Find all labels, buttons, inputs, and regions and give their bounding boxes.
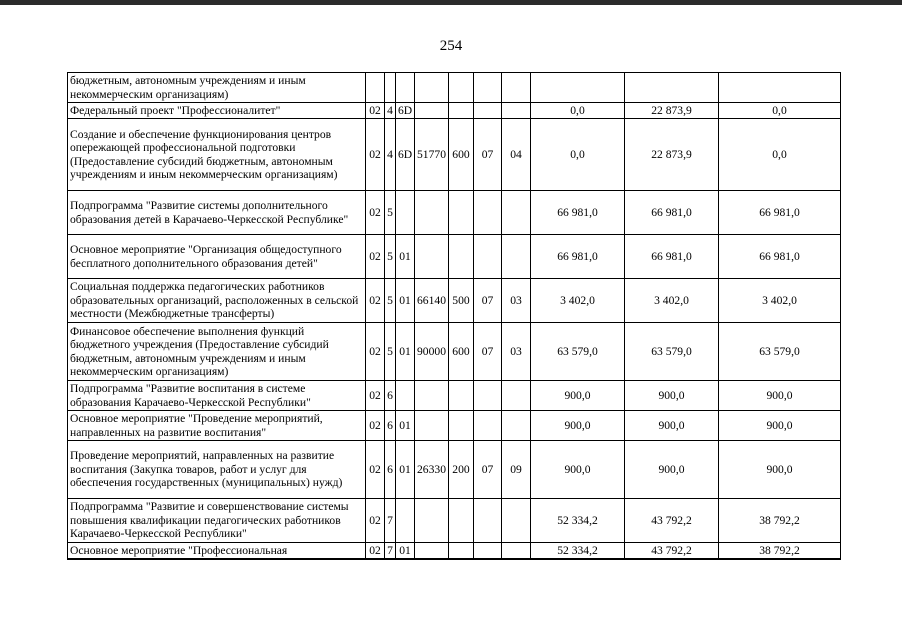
cell-v2: 22 873,9 xyxy=(625,103,719,119)
cell-v2: 900,0 xyxy=(625,411,719,441)
cell-v1: 900,0 xyxy=(531,441,625,499)
cell-v3: 63 579,0 xyxy=(719,323,841,381)
cell-gp: 02 xyxy=(366,119,385,191)
cell-v3: 900,0 xyxy=(719,381,841,411)
cell-pr xyxy=(502,543,531,559)
table-row xyxy=(68,235,841,279)
cell-pp: 6 xyxy=(385,381,396,411)
cell-gp: 02 xyxy=(366,411,385,441)
cell-rz: 07 xyxy=(474,119,502,191)
cell-pr xyxy=(502,103,531,119)
cell-name: Основное мероприятие "Проведение мероприятий, направленных на развитие воспитания" xyxy=(68,411,366,441)
table-row xyxy=(68,103,841,119)
cell-v3: 66 981,0 xyxy=(719,235,841,279)
cell-pr: 03 xyxy=(502,279,531,323)
cell-v2: 66 981,0 xyxy=(625,191,719,235)
table-row xyxy=(68,279,841,323)
cell-vr xyxy=(449,191,474,235)
cell-dir: 51770 xyxy=(415,119,449,191)
cell-gp: 02 xyxy=(366,381,385,411)
cell-om xyxy=(396,191,415,235)
cell-v1: 66 981,0 xyxy=(531,191,625,235)
cell-name: Федеральный проект "Профессионалитет" xyxy=(68,103,366,119)
cell-rz xyxy=(474,235,502,279)
cell-v1: 66 981,0 xyxy=(531,235,625,279)
cell-pr: 04 xyxy=(502,119,531,191)
page-number: 254 xyxy=(439,38,463,54)
cell-name: Социальная поддержка педагогических работников образовательных организаций, расположенных в сельской местности (Межбюджетные трансферты) xyxy=(68,279,366,323)
cell-om xyxy=(396,73,415,103)
cell-pp: 5 xyxy=(385,191,396,235)
cell-dir xyxy=(415,411,449,441)
cell-pp: 6 xyxy=(385,411,396,441)
cell-om: 01 xyxy=(396,279,415,323)
table-row xyxy=(68,543,841,559)
cell-v1: 0,0 xyxy=(531,103,625,119)
cell-gp: 02 xyxy=(366,279,385,323)
cell-vr xyxy=(449,381,474,411)
cell-pp: 4 xyxy=(385,119,396,191)
cell-dir xyxy=(415,381,449,411)
cell-v1: 900,0 xyxy=(531,381,625,411)
cell-pr xyxy=(502,411,531,441)
cell-vr xyxy=(449,235,474,279)
cell-name: Основное мероприятие "Организация общедоступного бесплатного дополнительного образования детей" xyxy=(68,235,366,279)
cell-vr xyxy=(449,103,474,119)
cell-dir: 90000 xyxy=(415,323,449,381)
cell-dir xyxy=(415,103,449,119)
cell-v3: 900,0 xyxy=(719,411,841,441)
cell-vr: 600 xyxy=(449,119,474,191)
cell-name: Финансовое обеспечение выполнения функций бюджетного учреждения (Предоставление субсидий бюджетным, автономным учреждениям и иным некоммерческим организациям) xyxy=(68,323,366,381)
cell-rz xyxy=(474,191,502,235)
table-row xyxy=(68,119,841,191)
cell-gp: 02 xyxy=(366,323,385,381)
cell-gp: 02 xyxy=(366,441,385,499)
cell-pp: 4 xyxy=(385,103,396,119)
cell-name: бюджетным, автономным учреждениям и иным некоммерческим организациям) xyxy=(68,73,366,103)
cell-om: 01 xyxy=(396,441,415,499)
cell-rz: 07 xyxy=(474,279,502,323)
cell-vr: 200 xyxy=(449,441,474,499)
cell-dir: 66140 xyxy=(415,279,449,323)
cell-om xyxy=(396,499,415,543)
table-row xyxy=(68,441,841,499)
cell-rz: 07 xyxy=(474,323,502,381)
cell-v2: 66 981,0 xyxy=(625,235,719,279)
cell-v1: 52 334,2 xyxy=(531,499,625,543)
cell-v1: 52 334,2 xyxy=(531,543,625,559)
cell-dir: 26330 xyxy=(415,441,449,499)
cell-rz xyxy=(474,543,502,559)
cell-pr: 09 xyxy=(502,441,531,499)
cell-rz xyxy=(474,411,502,441)
cell-name: Подпрограмма "Развитие воспитания в системе образования Карачаево-Черкесской Республики" xyxy=(68,381,366,411)
scan-top-border xyxy=(0,0,902,5)
cell-v3 xyxy=(719,73,841,103)
cell-om: 01 xyxy=(396,543,415,559)
cell-name: Основное мероприятие "Профессиональная xyxy=(68,543,366,559)
cell-vr xyxy=(449,543,474,559)
table-row xyxy=(68,323,841,381)
cell-om: 01 xyxy=(396,235,415,279)
cell-pr xyxy=(502,235,531,279)
cell-pr xyxy=(502,499,531,543)
cell-pp: 6 xyxy=(385,441,396,499)
budget-table xyxy=(67,72,841,560)
cell-rz: 07 xyxy=(474,441,502,499)
cell-v1: 63 579,0 xyxy=(531,323,625,381)
cell-rz xyxy=(474,103,502,119)
cell-dir xyxy=(415,191,449,235)
cell-v2: 3 402,0 xyxy=(625,279,719,323)
cell-name: Проведение мероприятий, направленных на развитие воспитания (Закупка товаров, работ и услуг для обеспечения государственных (муниципальных) нужд) xyxy=(68,441,366,499)
cell-om: 01 xyxy=(396,411,415,441)
cell-pr xyxy=(502,73,531,103)
cell-rz xyxy=(474,499,502,543)
cell-pr xyxy=(502,191,531,235)
cell-v3: 0,0 xyxy=(719,103,841,119)
cell-gp: 02 xyxy=(366,191,385,235)
cell-om: 6D xyxy=(396,119,415,191)
cell-gp: 02 xyxy=(366,543,385,559)
cell-pp: 5 xyxy=(385,279,396,323)
cell-name: Создание и обеспечение функционирования центров опережающей профессиональной подготовки (Предоставление субсидий бюджетным, автономным учреждениям и иным некоммерческим организациям) xyxy=(68,119,366,191)
cell-rz xyxy=(474,381,502,411)
cell-gp: 02 xyxy=(366,235,385,279)
cell-dir xyxy=(415,73,449,103)
cell-v3: 900,0 xyxy=(719,441,841,499)
table-row xyxy=(68,73,841,103)
cell-rz xyxy=(474,73,502,103)
cell-gp: 02 xyxy=(366,103,385,119)
table-row xyxy=(68,191,841,235)
cell-v2: 43 792,2 xyxy=(625,499,719,543)
cell-dir xyxy=(415,235,449,279)
cell-name: Подпрограмма "Развитие и совершенствование системы повышения квалификации педагогических работников Карачаево-Черкесской Республики" xyxy=(68,499,366,543)
cell-v1: 900,0 xyxy=(531,411,625,441)
cell-pp: 7 xyxy=(385,499,396,543)
cell-vr xyxy=(449,499,474,543)
cell-v3: 66 981,0 xyxy=(719,191,841,235)
cell-om: 6D xyxy=(396,103,415,119)
cell-v3: 38 792,2 xyxy=(719,499,841,543)
cell-v2: 63 579,0 xyxy=(625,323,719,381)
cell-pr: 03 xyxy=(502,323,531,381)
cell-dir xyxy=(415,543,449,559)
cell-gp xyxy=(366,73,385,103)
cell-name: Подпрограмма "Развитие системы дополнительного образования детей в Карачаево-Черкесской Республике" xyxy=(68,191,366,235)
cell-pp: 5 xyxy=(385,235,396,279)
cell-om xyxy=(396,381,415,411)
cell-vr: 500 xyxy=(449,279,474,323)
cell-gp: 02 xyxy=(366,499,385,543)
cell-pr xyxy=(502,381,531,411)
cell-v2 xyxy=(625,73,719,103)
cell-v2: 900,0 xyxy=(625,441,719,499)
table-row xyxy=(68,499,841,543)
cell-dir xyxy=(415,499,449,543)
cell-v3: 3 402,0 xyxy=(719,279,841,323)
cell-v2: 900,0 xyxy=(625,381,719,411)
cell-pp: 5 xyxy=(385,323,396,381)
cell-vr: 600 xyxy=(449,323,474,381)
cell-pp: 7 xyxy=(385,543,396,559)
cell-vr xyxy=(449,411,474,441)
cell-v1: 0,0 xyxy=(531,119,625,191)
cell-vr xyxy=(449,73,474,103)
cell-v2: 43 792,2 xyxy=(625,543,719,559)
cell-v3: 38 792,2 xyxy=(719,543,841,559)
table-row xyxy=(68,381,841,411)
cell-v1: 3 402,0 xyxy=(531,279,625,323)
cell-v2: 22 873,9 xyxy=(625,119,719,191)
cell-v1 xyxy=(531,73,625,103)
cell-v3: 0,0 xyxy=(719,119,841,191)
cell-pp xyxy=(385,73,396,103)
table-row xyxy=(68,411,841,441)
cell-om: 01 xyxy=(396,323,415,381)
